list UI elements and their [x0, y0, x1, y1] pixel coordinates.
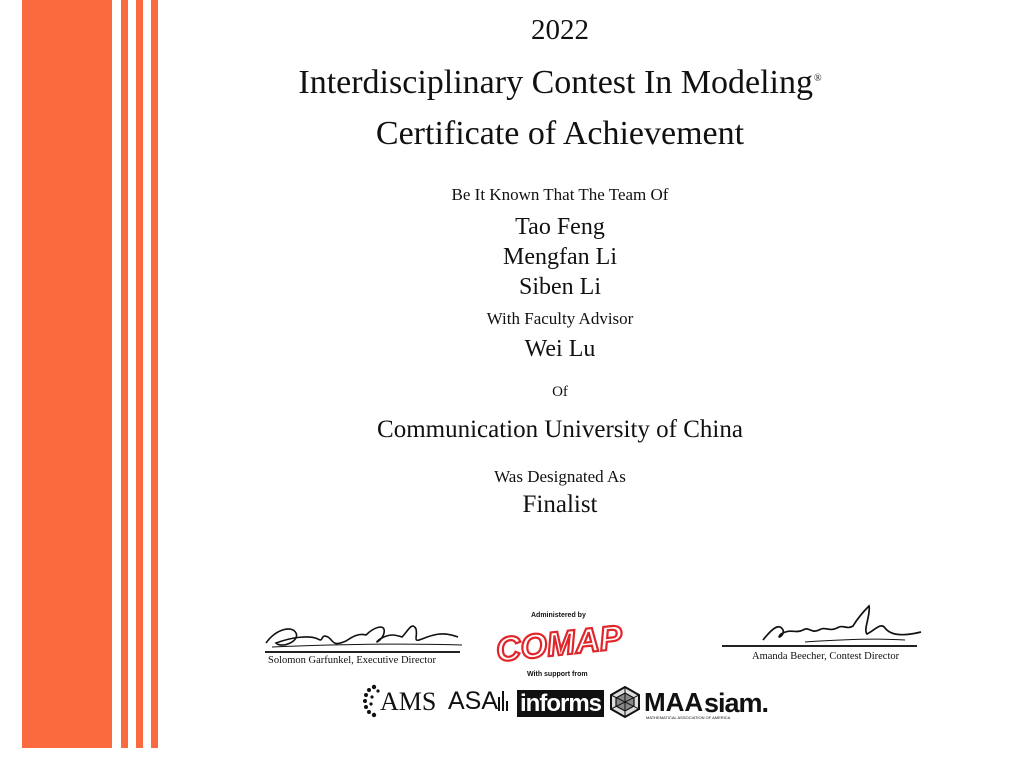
asa-bars-icon — [498, 689, 508, 711]
signature-line — [722, 645, 917, 647]
informs-text: informs — [517, 690, 604, 717]
contest-director-caption: Amanda Beecher, Contest Director — [752, 651, 900, 662]
contest-title — [298, 64, 821, 102]
maa-text: MAA — [644, 687, 704, 717]
university-name: Communication University of China — [377, 416, 743, 443]
team-member: Tao Feng — [515, 214, 605, 240]
orange-border-stripe-wide — [22, 0, 112, 748]
of-label: Of — [552, 384, 568, 400]
known-line: Be It Known That The Team Of — [451, 185, 669, 204]
advisor-name: Wei Lu — [524, 336, 596, 362]
contest-name: Interdisciplinary Contest In Modeling — [298, 64, 814, 101]
maa-subtext: MATHEMATICAL ASSOCIATION OF AMERICA — [646, 715, 731, 720]
team-member: Siben Li — [519, 274, 601, 300]
certificate-title: Certificate of Achievement — [375, 115, 745, 152]
orange-border-stripe — [136, 0, 143, 748]
ams-text: AMS — [380, 687, 437, 716]
advisor-label: With Faculty Advisor — [486, 309, 634, 328]
contest-director-signature — [745, 600, 925, 650]
maa-polyhedron-icon — [608, 685, 642, 719]
comap-logo — [494, 618, 625, 670]
orange-border-stripe — [121, 0, 128, 748]
siam-text: siam. — [704, 688, 769, 718]
asa-text: ASA — [448, 687, 499, 715]
registered-mark: ® — [814, 72, 822, 84]
administered-by-label: Administered by — [531, 612, 586, 619]
support-label: With support from — [527, 671, 588, 678]
executive-director-caption: Solomon Garfunkel, Executive Director — [268, 655, 436, 666]
asa-logo — [448, 687, 508, 716]
orange-border-stripe — [151, 0, 158, 748]
award-title: Finalist — [522, 491, 598, 518]
ams-dots-icon — [362, 683, 382, 719]
siam-logo — [704, 688, 768, 719]
informs-logo — [517, 690, 604, 718]
executive-director-signature — [262, 607, 467, 657]
designated-label: Was Designated As — [494, 467, 626, 486]
team-member: Mengfan Li — [503, 244, 617, 270]
certificate-year: 2022 — [531, 14, 589, 46]
signature-line — [265, 651, 460, 653]
comap-logo-text: COMAP — [494, 618, 625, 670]
